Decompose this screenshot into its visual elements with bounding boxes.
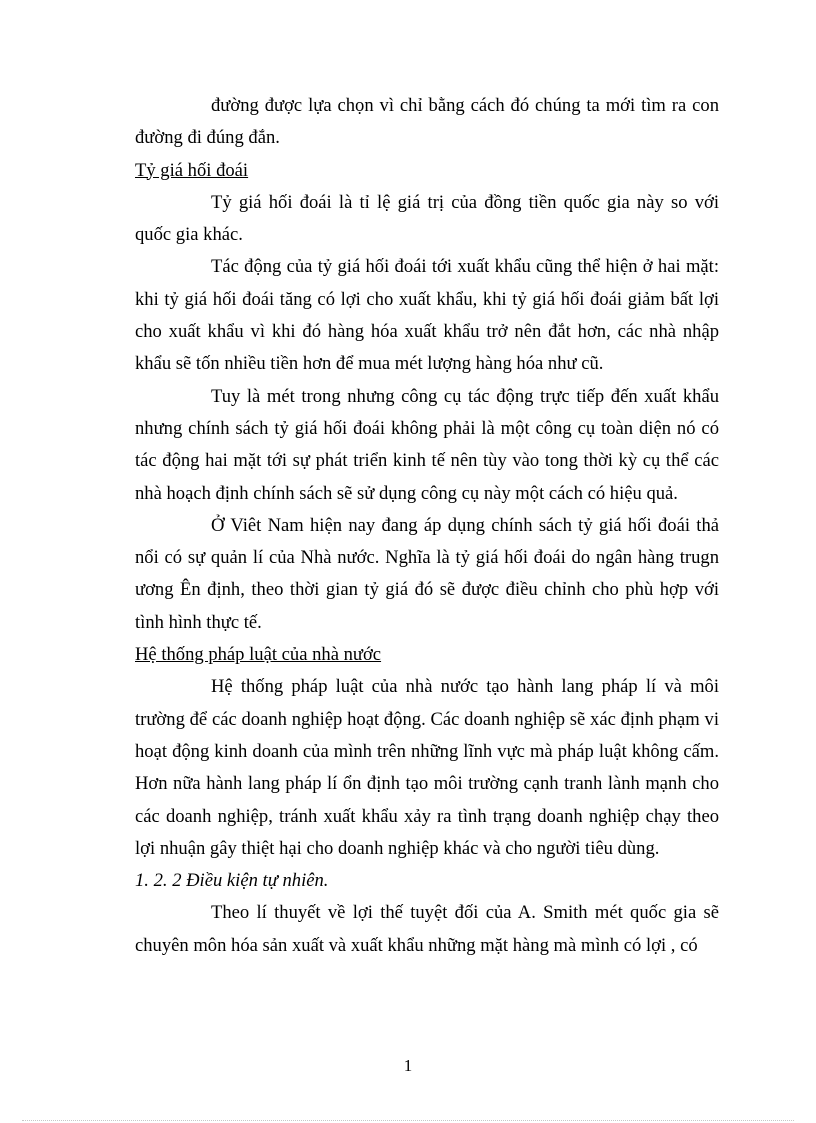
paragraph-vietnam-policy: Ở Viêt Nam hiện nay đang áp dụng chính sách tỷ giá hối đoái thả nổi có sự quản lí của Nhà nước. Nghĩa là tỷ giá hối đoái do ngân hàng trugn ương Ên định, theo thời gian tỷ giá đó sẽ được điều chỉnh cho phù hợp với tình hình thực tế. — [135, 514, 719, 633]
paragraph-exchange-rate-impact: Tác động của tỷ giá hối đoái tới xuất khẩu cũng thể hiện ở hai mặt: khi tỷ giá hối đoái tăng có lợi cho xuất khẩu, khi tỷ giá hối đoái giảm bất lợi cho xuất khẩu vì khi đó hàng hóa xuất khẩu trở nên đắt hơn, các nhà nhập khẩu sẽ tốn nhiều tiền hơn để mua mét lượng hàng hóa như cũ. — [135, 256, 719, 375]
paragraph-exchange-rate-policy: Tuy là mét trong nhưng công cụ tác động trực tiếp đến xuất khẩu nhưng chính sách tỷ giá hối đoái không phải là một công cụ toàn diện nó có tác động hai mặt tới sự phát triển kinh tế nên tùy vào tong thời kỳ cụ thể các nhà hoạch định chính sách sẽ sử dụng công cụ này một cách có hiệu quả. — [135, 385, 719, 504]
page-number: 1 — [403, 1056, 413, 1075]
page-bottom-edge — [22, 1120, 794, 1121]
paragraph-legal-system: Hệ thống pháp luật của nhà nước tạo hành lang pháp lí và môi trường để các doanh nghiệp hoạt động. Các doanh nghiệp sẽ xác định phạm vi hoạt động kinh doanh của mình trên những lĩnh vực mà pháp luật không cấm. Hơn nữa hành lang pháp lí ổn định tạo môi trường cạnh tranh lành mạnh cho các doanh nghiệp, tránh xuất khẩu xảy ra tình trạng doanh nghiệp chạy theo lợi nhuận gây thiệt hại cho doanh nghiệp khác và cho người tiêu dùng. — [135, 676, 719, 859]
paragraph-exchange-rate-definition: Tỷ giá hối đoái là tỉ lệ giá trị của đồng tiền quốc gia này so với quốc gia khác. — [135, 191, 719, 246]
heading-legal-system: Hệ thống pháp luật của nhà nước — [135, 644, 382, 666]
heading-exchange-rate: Tỷ giá hối đoái — [135, 159, 249, 181]
subheading-natural-conditions: 1. 2. 2 Điều kiện tự nhiên. — [135, 870, 329, 892]
paragraph-continued: đường được lựa chọn vì chỉ bằng cách đó chúng ta mới tìm ra con đường đi đúng đắn. — [135, 95, 719, 149]
page-body — [135, 90, 719, 962]
paragraph-absolute-advantage: Theo lí thuyết về lợi thế tuyệt đối của A. Smith mét quốc gia sẽ chuyên môn hóa sản xuất và xuất khẩu những mặt hàng mà mình có lợi , có — [135, 902, 719, 956]
